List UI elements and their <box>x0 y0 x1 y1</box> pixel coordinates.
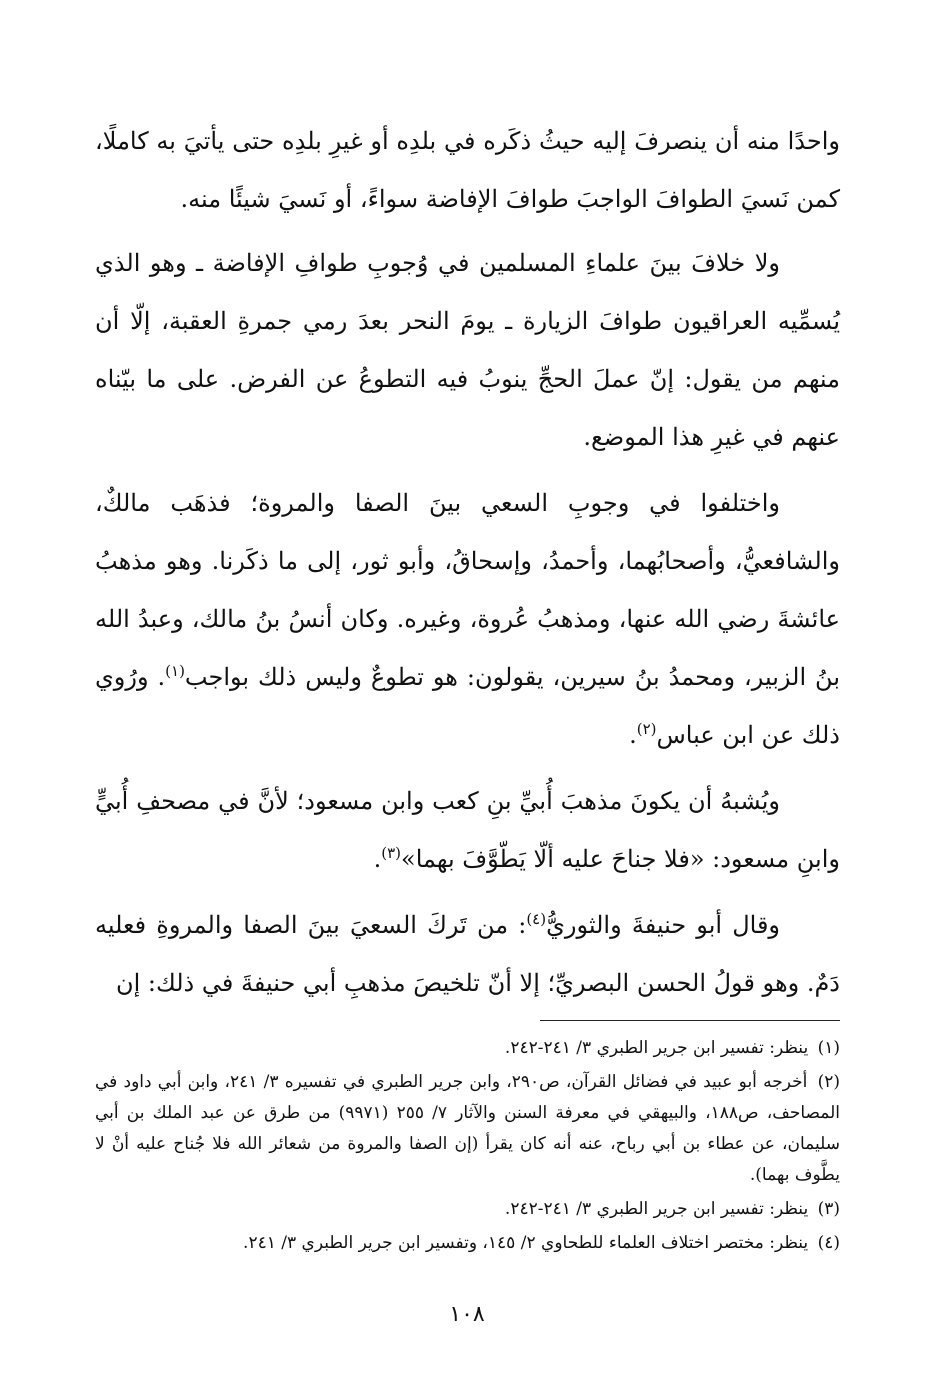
footnote-3 <box>95 1194 840 1225</box>
paragraph-1 <box>95 112 840 228</box>
paragraph-text: واختلفوا في وجوبِ السعي بينَ الصفا والمروة؛ فذهَب مالكٌ، والشافعيُّ، وأصحابُهما، وأحمدُ، وإسحاقُ، وأبو ثور، إلى ما ذكَرنا. وهو مذهبُ عائشةَ رضي الله عنها، ومذهبُ عُروة، وغيره. وكان أنسُ بنُ مالك، وعبدُ الله بنُ الزبير، ومحمدُ بنُ سيرين، يقولون: هو تطوعٌ وليس ذلك بواجب <box>95 489 841 691</box>
footnote-ref-1: (١) <box>165 662 185 680</box>
footnote-separator <box>540 1020 840 1021</box>
paragraph-text: واحدًا منه أن ينصرفَ إليه حيثُ ذكَره في بلدِه أو غيرِ بلدِه حتى يأتيَ به كاملًا، كمن نَسيَ الطوافَ الواجبَ طوافَ الإفاضة سواءً، أو نَسيَ شيئًا منه. <box>95 127 840 213</box>
footnote-2 <box>95 1067 840 1191</box>
document-page <box>95 112 840 1342</box>
footnote-text: أخرجه أبو عبيد في فضائل القرآن، ص٢٩٠، وابن جرير الطبري في تفسيره ٣/ ٢٤١، وابن أبي داود في المصاحف، ص١٨٨، والبيهقي في معرفة السنن والآثار ٧/ ٢٥٥ (٩٩٧١) من طرق عن عبد الملك بن أبي سليمان، عن عطاء بن أبي رباح، عنه أنه كان يقرأ (إن الصفا والمروة من شعائر الله فلا جُناح عليه أنْ لا يطَّوف بهما). <box>95 1072 840 1185</box>
footnote-number: (٢) <box>817 1072 841 1092</box>
footnote-text: ينظر: تفسير ابن جرير الطبري ٣/ ٢٤١-٢٤٢. <box>504 1038 809 1058</box>
paragraph-3 <box>95 474 840 764</box>
footnotes <box>95 1033 840 1259</box>
footnote-ref-3: (٣) <box>381 844 402 862</box>
paragraph-4 <box>95 772 840 888</box>
paragraph-text: . ورُوي ذلك عن ابن عباس <box>95 663 840 749</box>
footnote-text: ينظر: تفسير ابن جرير الطبري ٣/ ٢٤١-٢٤٢. <box>504 1199 809 1219</box>
footnote-ref-4: (٤) <box>526 910 547 928</box>
paragraph-2 <box>95 234 840 466</box>
footnote-number: (١) <box>817 1038 840 1058</box>
footnote-ref-2: (٢) <box>636 720 657 738</box>
paragraph-text: ولا خلافَ بينَ علماءِ المسلمين في وُجوبِ طوافِ الإفاضة ـ وهو الذي يُسمِّيه العراقيون طوافَ الزيارة ـ يومَ النحر بعدَ رمي جمرةِ العقبة، إلّا أن منهم من يقول: إنّ عملَ الحجِّ ينوبُ فيه التطوعُ عن الفرض. على ما بيّناه عنهم في غيرِ هذا الموضع. <box>95 249 840 451</box>
footnote-number: (٣) <box>817 1199 840 1219</box>
footnote-text: ينظر: مختصر اختلاف العلماء للطحاوي ٢/ ١٤٥، وتفسير ابن جرير الطبري ٣/ ٢٤١. <box>243 1233 809 1253</box>
paragraph-text: ويُشبهُ أن يكونَ مذهبَ أُبيِّ بنِ كعب وابن مسعود؛ لأنَّ في مصحفِ أُبيٍّ وابنِ مسعود: «فلا جناحَ عليه ألّا يَطّوَّفَ بهما» <box>95 787 840 873</box>
paragraph-text: وقال أبو حنيفةَ والثوريُّ <box>546 911 781 939</box>
main-text <box>95 112 840 1012</box>
paragraph-text: . <box>373 845 382 873</box>
paragraph-5 <box>95 896 840 1012</box>
paragraph-text: . <box>629 721 637 749</box>
page-number: ١٠٨ <box>449 1302 485 1327</box>
footnote-number: (٤) <box>817 1233 840 1253</box>
footnote-4 <box>95 1228 840 1259</box>
footnote-1 <box>95 1033 840 1064</box>
paragraph-text: : من تَركَ السعيَ بينَ الصفا والمروةِ فعليه دَمٌ. وهو قولُ الحسن البصريِّ؛ إلا أنّ تلخيصَ مذهبِ أبي حنيفةَ في ذلك: إن <box>95 911 840 997</box>
